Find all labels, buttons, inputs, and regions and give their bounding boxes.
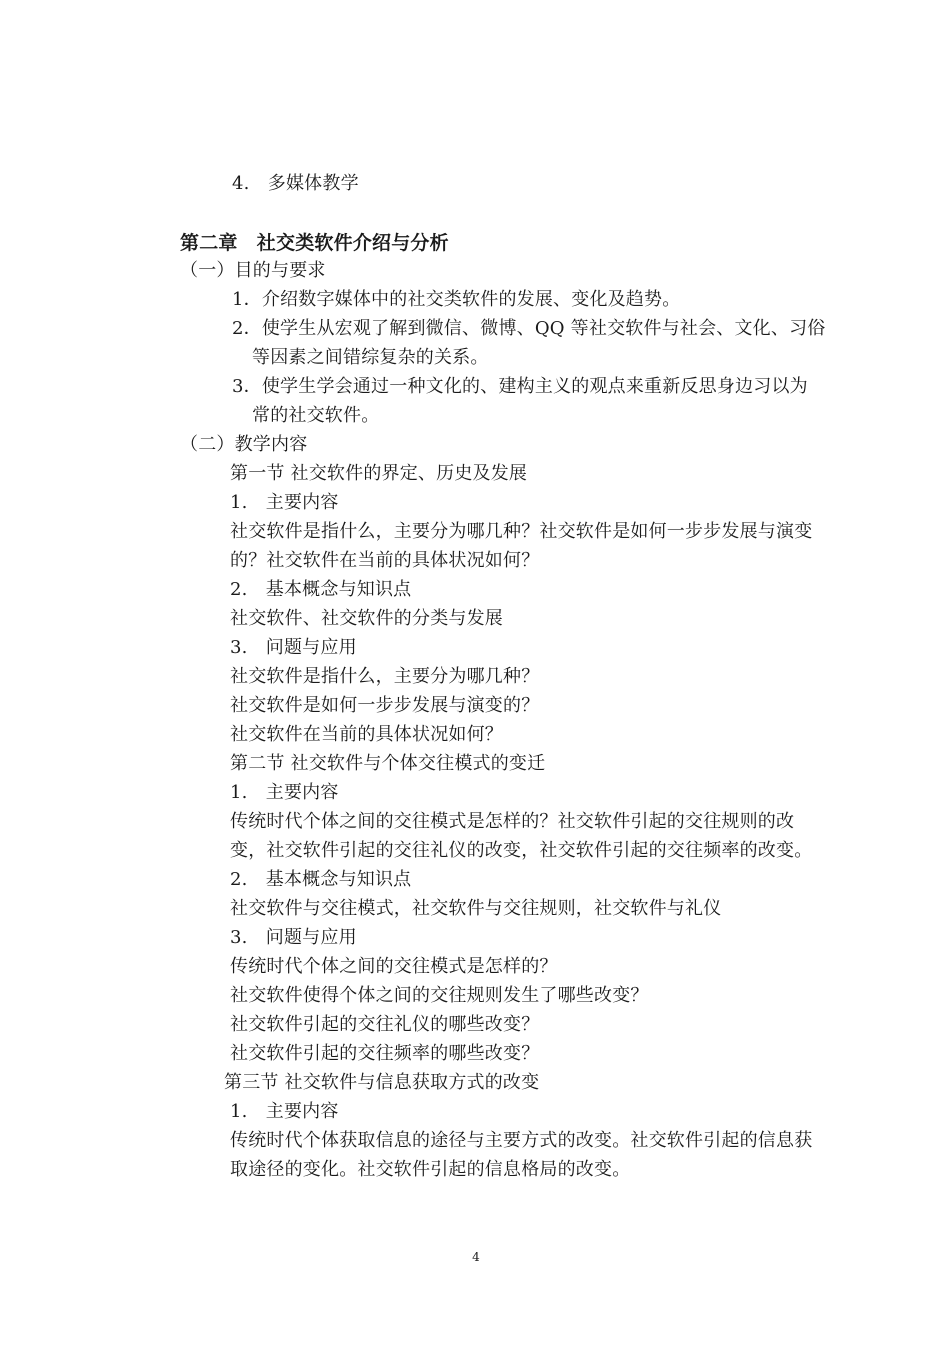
prev-list-item: 4. 多媒体教学 (232, 173, 359, 194)
concept-text: 社交软件、社交软件的分类与发展 (230, 608, 503, 629)
question-label: 3. 问题与应用 (230, 927, 357, 948)
question-line: 社交软件引起的交往礼仪的哪些改变？ (230, 1014, 540, 1035)
main-content-label: 1. 主要内容 (230, 492, 339, 513)
section-title: 第一节 社交软件的界定、历史及发展 (230, 463, 528, 484)
concept-label: 2. 基本概念与知识点 (230, 579, 412, 600)
question-label: 3. 问题与应用 (230, 637, 357, 658)
goal-item-continued: 等因素之间错综复杂的关系。 (252, 347, 489, 368)
concept-text: 社交软件与交往模式，社交软件与交往规则，社交软件与礼仪 (230, 898, 722, 919)
question-line: 社交软件引起的交往频率的哪些改变？ (230, 1043, 540, 1064)
goal-item-continued: 常的社交软件。 (252, 405, 380, 426)
goal-item: 3．使学生学会通过一种文化的、建构主义的观点来重新反思身边习以为 (232, 376, 808, 397)
goal-item: 2．使学生从宏观了解到微信、微博、QQ 等社交软件与社会、文化、习俗 (232, 318, 826, 339)
paragraph-line: 社交软件是指什么，主要分为哪几种？社交软件是如何一步步发展与演变 (230, 521, 813, 542)
paragraph-line: 的？社交软件在当前的具体状况如何？ (230, 550, 540, 571)
content-heading: （二）教学内容 (180, 434, 308, 455)
main-content-label: 1. 主要内容 (230, 782, 339, 803)
question-line: 社交软件是如何一步步发展与演变的？ (230, 695, 540, 716)
section-title: 第二节 社交软件与个体交往模式的变迁 (230, 753, 546, 774)
paragraph-line: 传统时代个体之间的交往模式是怎样的？社交软件引起的交往规则的改 (230, 811, 795, 832)
page-number: 4 (472, 1250, 480, 1264)
chapter-title: 第二章 社交类软件介绍与分析 (180, 232, 449, 254)
section-title: 第三节 社交软件与信息获取方式的改变 (224, 1072, 540, 1093)
question-line: 社交软件使得个体之间的交往规则发生了哪些改变？ (230, 985, 649, 1006)
question-line: 传统时代个体之间的交往模式是怎样的？ (230, 956, 558, 977)
paragraph-line: 变，社交软件引起的交往礼仪的改变，社交软件引起的交往频率的改变。 (230, 840, 813, 861)
goals-heading: （一）目的与要求 (180, 260, 326, 281)
question-line: 社交软件在当前的具体状况如何？ (230, 724, 503, 745)
paragraph-line: 取途径的变化。社交软件引起的信息格局的改变。 (230, 1159, 631, 1180)
main-content-label: 1. 主要内容 (230, 1101, 339, 1122)
question-line: 社交软件是指什么，主要分为哪几种？ (230, 666, 540, 687)
goal-item: 1．介绍数字媒体中的社交类软件的发展、变化及趋势。 (232, 289, 681, 310)
paragraph-line: 传统时代个体获取信息的途径与主要方式的改变。社交软件引起的信息获 (230, 1130, 813, 1151)
concept-label: 2. 基本概念与知识点 (230, 869, 412, 890)
